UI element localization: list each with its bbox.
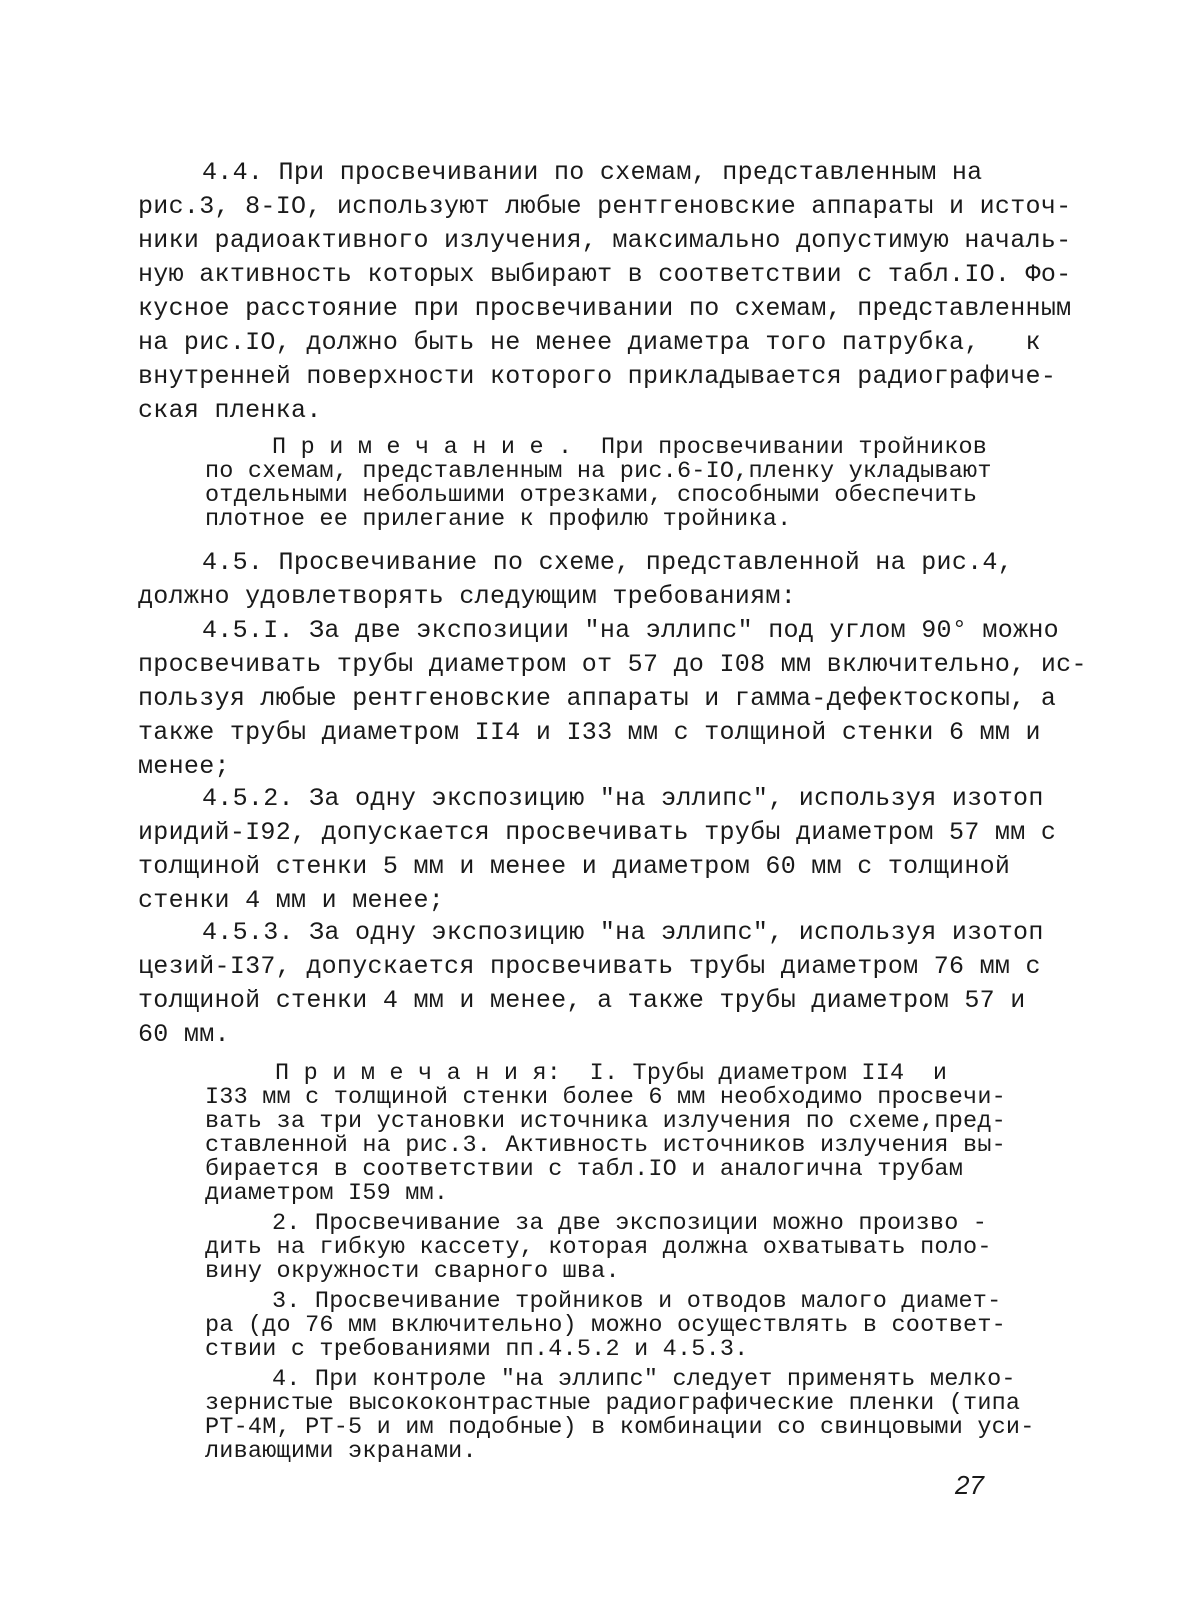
note-line: отдельными небольшими отрезками, способными обеспечить: [205, 482, 978, 509]
note-line: ствии с требованиями пп.4.5.2 и 4.5.3.: [205, 1336, 749, 1363]
note-line: плотное ее прилегание к профилю тройника.: [205, 506, 792, 533]
note-line: диаметром I59 мм.: [205, 1180, 449, 1207]
paragraph-line: 4.5. Просвечивание по схеме, представленной на рис.4,: [202, 548, 1014, 577]
note-line: I33 мм с толщиной стенки более 6 мм необходимо просвечи-: [205, 1084, 1006, 1111]
paragraph-line: 4.4. При просвечивании по схемам, представленным на: [202, 158, 983, 187]
paragraph-line: ную активность которых выбирают в соответствии с табл.IO. Фо-: [138, 260, 1072, 289]
note-line: зернистые высококонтрастные радиографические пленки (типа: [205, 1390, 1021, 1417]
paragraph-line: толщиной стенки 5 мм и менее и диаметром 60 мм с толщиной: [138, 852, 1011, 881]
note-line: вину окружности сварного шва.: [205, 1258, 620, 1285]
note-line: 4. При контроле "на эллипс" следует применять мелко-: [272, 1366, 1016, 1393]
paragraph-line: иридий-I92, допускается просвечивать трубы диаметром 57 мм с: [138, 818, 1057, 847]
paragraph-line: ники радиоактивного излучения, максимально допустимую началь-: [138, 226, 1072, 255]
note-line: П р и м е ч а н и я: I. Трубы диаметром II4 и: [275, 1060, 948, 1087]
note-line: по схемам, представленным на рис.6-IO,пленку укладывают: [205, 458, 992, 485]
paragraph-line: ская пленка.: [138, 396, 322, 425]
note-line: РТ-4М, РТ-5 и им подобные) в комбинации со свинцовыми уси-: [205, 1414, 1035, 1441]
paragraph-line: кусное расстояние при просвечивании по схемам, представленным: [138, 294, 1072, 323]
note-line: П р и м е ч а н и е . При просвечивании тройников: [272, 434, 988, 461]
paragraph-line: должно удовлетворять следующим требованиям:: [138, 582, 797, 611]
note-line: вать за три установки источника излучения по схеме,пред-: [205, 1108, 1006, 1135]
paragraph-line: 4.5.3. За одну экспозицию "на эллипс", используя изотоп: [202, 918, 1044, 947]
page-number: 27: [955, 1470, 984, 1500]
note-line: дить на гибкую кассету, которая должна охватывать поло-: [205, 1234, 992, 1261]
note-line: ливающими экранами.: [205, 1438, 477, 1465]
paragraph-line: цезий-I37, допускается просвечивать трубы диаметром 76 мм с: [138, 952, 1041, 981]
note-line: бирается в соответствии с табл.IO и аналогична трубам: [205, 1156, 964, 1183]
paragraph-line: менее;: [138, 752, 230, 781]
paragraph-line: пользуя любые рентгеновские аппараты и гамма-дефектоскопы, а: [138, 684, 1057, 713]
paragraph-line: 60 мм.: [138, 1020, 230, 1049]
paragraph-line: 4.5.2. За одну экспозицию "на эллипс", используя изотоп: [202, 784, 1044, 813]
paragraph-line: внутренней поверхности которого прикладывается радиографиче-: [138, 362, 1057, 391]
paragraph-line: также трубы диаметром II4 и I33 мм с толщиной стенки 6 мм и: [138, 718, 1041, 747]
paragraph-line: стенки 4 мм и менее;: [138, 886, 445, 915]
note-line: 3. Просвечивание тройников и отводов малого диамет-: [272, 1288, 1002, 1315]
paragraph-line: просвечивать трубы диаметром от 57 до I08 мм включительно, ис-: [138, 650, 1087, 679]
paragraph-line: толщиной стенки 4 мм и менее, а также трубы диаметром 57 и: [138, 986, 1026, 1015]
note-line: ставленной на рис.3. Активность источников излучения вы-: [205, 1132, 1006, 1159]
paragraph-line: на рис.IO, должно быть не менее диаметра того патрубка, к: [138, 328, 1041, 357]
paragraph-line: рис.3, 8-IO, используют любые рентгеновские аппараты и источ-: [138, 192, 1072, 221]
note-line: ра (до 76 мм включительно) можно осуществлять в соответ-: [205, 1312, 1006, 1339]
note-line: 2. Просвечивание за две экспозиции можно произво -: [272, 1210, 988, 1237]
paragraph-line: 4.5.I. За две экспозиции "на эллипс" под углом 90° можно: [202, 616, 1059, 645]
